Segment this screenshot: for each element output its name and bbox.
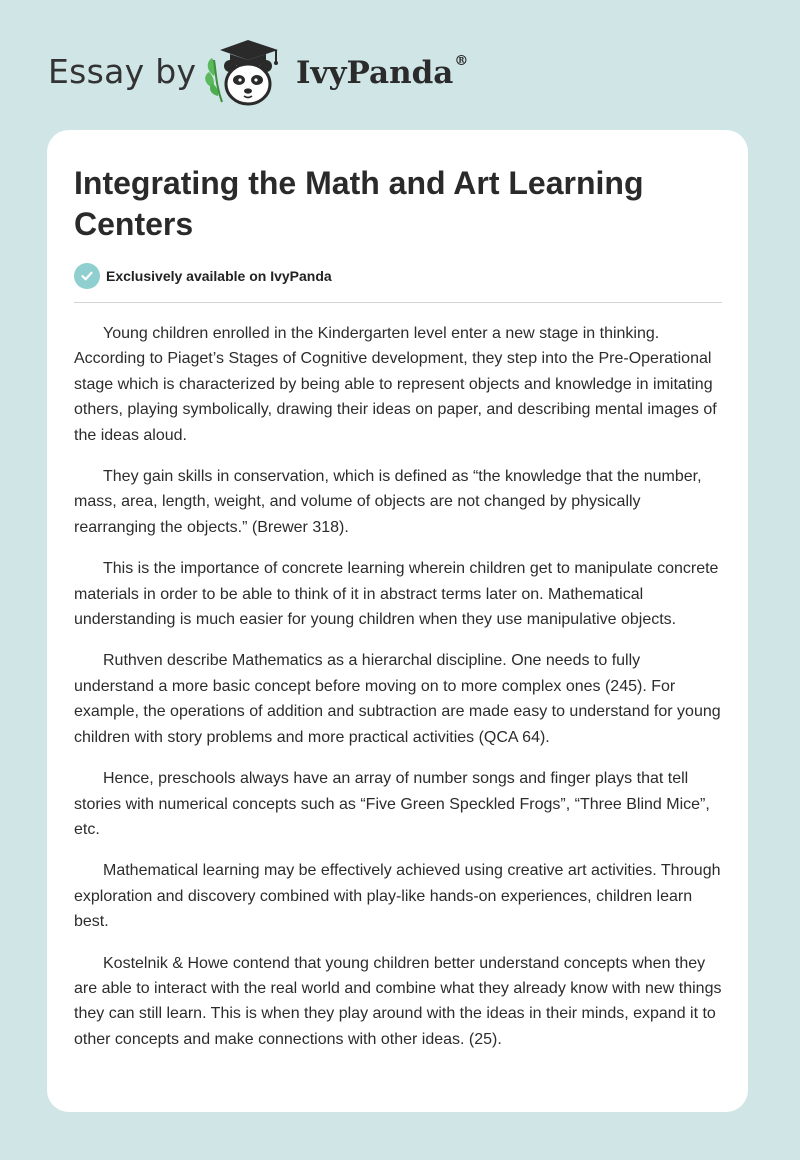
panda-logo-icon bbox=[200, 36, 290, 110]
paragraph: They gain skills in conservation, which is defined as “the knowledge that the number, mass, area, length, weight, and volume of objects are not changed by physically rearranging the objects.” (Brewer 318). bbox=[74, 468, 702, 536]
check-circle-icon bbox=[74, 263, 100, 289]
registered-mark: ® bbox=[454, 53, 469, 69]
panda-face-icon bbox=[224, 60, 272, 104]
exclusive-badge bbox=[74, 263, 332, 289]
essay-body bbox=[74, 321, 722, 1068]
ivy-leaf-icon bbox=[205, 58, 222, 102]
site-header bbox=[0, 0, 800, 130]
brand-name: IvyPanda® bbox=[296, 53, 469, 91]
essay-card bbox=[47, 130, 748, 1112]
paragraph: Ruthven describe Mathematics as a hierarchal discipline. One needs to fully understand a more basic concept before moving on to more complex ones (245). For example, the operations of addition and subtraction are made easy to understand for young children with story problems and more practical activities (QCA 64). bbox=[74, 652, 721, 746]
paragraph: Young children enrolled in the Kindergarten level enter a new stage in thinking. According to Piaget’s Stages of Cognitive development, they step into the Pre-Operational stage which is characterized by being able to represent objects and knowledge in imitating others, playing symbolically, drawing their ideas on paper, and describing mental images of the ideas aloud. bbox=[74, 325, 717, 444]
essay-by-label: Essay by bbox=[48, 52, 197, 91]
divider bbox=[74, 302, 722, 303]
exclusive-badge-text: Exclusively available on IvyPanda bbox=[106, 268, 332, 284]
paragraph: Mathematical learning may be effectively achieved using creative art activities. Through exploration and discovery combined with play-like hands-on experiences, children learn best. bbox=[74, 862, 721, 931]
paragraph: This is the importance of concrete learning wherein children get to manipulate concrete materials in order to be able to think of it in abstract terms later on. Mathematical understanding is much easier for young children when they use manipulative objects. bbox=[74, 560, 719, 629]
paragraph: Hence, preschools always have an array of number songs and finger plays that tell stories with numerical concepts such as “Five Green Speckled Frogs”, “Three Blind Mice”, etc. bbox=[74, 770, 710, 838]
page-title: Integrating the Math and Art Learning Centers bbox=[74, 165, 644, 242]
paragraph: Kostelnik & Howe contend that young children better understand concepts when they are able to interact with the real world and combine what they already know with new things they can still learn. This is when they play around with the ideas in their minds, expand it to other concepts and make connections with other ideas. (25). bbox=[74, 954, 722, 1048]
